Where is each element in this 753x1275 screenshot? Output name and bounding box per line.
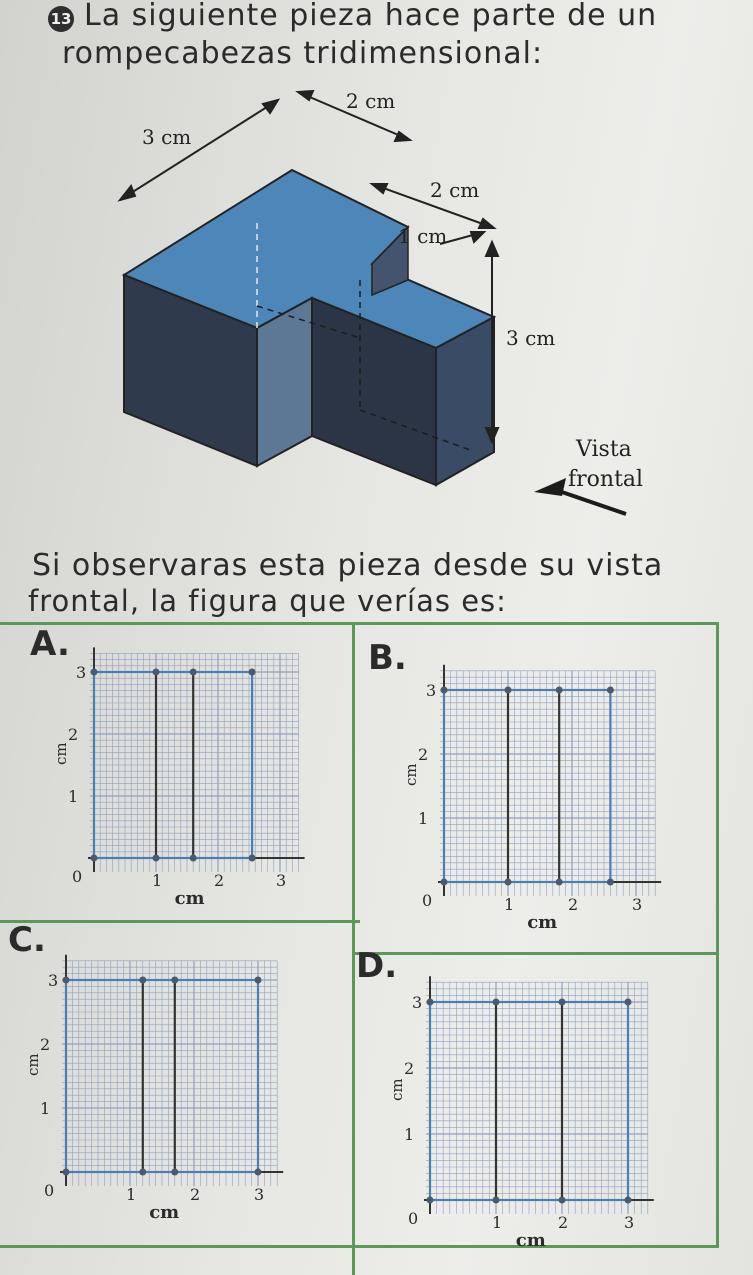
question-text-line-1: La siguiente pieza hace parte de un xyxy=(84,0,658,33)
vertex-point xyxy=(427,999,434,1006)
vertex-point xyxy=(556,687,563,694)
vertex-point xyxy=(63,977,70,984)
vertex-point xyxy=(505,687,512,694)
vertex-point xyxy=(607,879,614,886)
vertex-point xyxy=(556,879,563,886)
dim-label-notch-depth: 1 cm xyxy=(398,224,448,248)
puzzle-piece-faces xyxy=(124,170,494,485)
option-b-graph[interactable] xyxy=(394,660,674,940)
y-tick-label: 1 xyxy=(404,1125,415,1144)
vertex-point xyxy=(249,669,256,676)
option-d-label[interactable]: D. xyxy=(356,946,398,986)
vertex-point xyxy=(153,855,160,862)
vertex-point xyxy=(493,1197,500,1204)
vertex-point xyxy=(190,855,197,862)
x-tick-label: 2 xyxy=(558,1213,569,1232)
x-tick-label: 1 xyxy=(152,871,163,890)
option-b-label[interactable]: B. xyxy=(368,638,407,678)
dim-label-top-back: 2 cm xyxy=(346,89,396,113)
vertex-point xyxy=(255,1169,262,1176)
option-c-graph[interactable] xyxy=(24,950,298,1235)
y-tick-label: 2 xyxy=(404,1059,415,1078)
x-tick-label: 1 xyxy=(126,1185,137,1204)
y-unit-label: cm xyxy=(388,1078,406,1101)
question-text-line-2: rompecabezas tridimensional: xyxy=(62,36,544,71)
x-tick-label: 3 xyxy=(632,895,643,914)
y-tick-label: 3 xyxy=(76,663,87,682)
x-tick-label: 3 xyxy=(276,871,287,890)
dim-label-left: 3 cm xyxy=(142,125,192,149)
piece-notch-side-face xyxy=(257,298,312,466)
x-tick-label: 2 xyxy=(214,871,225,890)
x-tick-label: 0 xyxy=(408,1209,419,1228)
option-a-label[interactable]: A. xyxy=(30,624,70,664)
x-tick-label: 1 xyxy=(504,895,515,914)
y-unit-label: cm xyxy=(402,763,420,786)
vertex-point xyxy=(559,999,566,1006)
vertex-point xyxy=(625,999,632,1006)
vertex-point xyxy=(153,669,160,676)
grid-lines xyxy=(90,653,299,872)
dim-label-notch-width: 2 cm xyxy=(430,178,480,202)
x-tick-label: 0 xyxy=(72,867,83,886)
y-tick-label: 1 xyxy=(68,787,79,806)
x-unit-label: cm xyxy=(527,912,558,933)
options-horizontal-divider-right xyxy=(352,952,718,955)
grid-lines xyxy=(440,671,655,896)
x-tick-label: 3 xyxy=(254,1185,265,1204)
vertex-point xyxy=(505,879,512,886)
x-tick-label: 0 xyxy=(422,891,433,910)
option-c-label[interactable]: C. xyxy=(8,920,46,960)
vertex-point xyxy=(139,1169,146,1176)
y-tick-label: 2 xyxy=(68,725,79,744)
vertex-point xyxy=(427,1197,434,1204)
vertex-point xyxy=(139,977,146,984)
question-text-line-3: Si observaras esta pieza desde su vista xyxy=(32,548,664,583)
option-d-graph[interactable] xyxy=(386,970,666,1260)
vertex-point xyxy=(63,1169,70,1176)
x-tick-label: 3 xyxy=(624,1213,635,1232)
y-tick-label: 2 xyxy=(418,745,429,764)
vertex-point xyxy=(190,669,197,676)
view-label-line-2: frontal xyxy=(568,467,644,492)
question-number-badge: 13 xyxy=(48,6,74,32)
y-unit-label: cm xyxy=(24,1053,42,1076)
vertex-point xyxy=(255,977,262,984)
x-tick-label: 2 xyxy=(568,895,579,914)
option-a-graph[interactable] xyxy=(44,648,314,918)
vertex-point xyxy=(171,1169,178,1176)
question-text-line-4: frontal, la figura que verías es: xyxy=(28,584,507,618)
view-label-line-1: Vista xyxy=(576,437,632,462)
y-unit-label: cm xyxy=(52,742,70,765)
puzzle-piece-figure xyxy=(0,80,753,520)
vertex-point xyxy=(607,687,614,694)
grid-lines xyxy=(426,982,648,1214)
vertex-point xyxy=(91,669,98,676)
x-unit-label: cm xyxy=(515,1230,546,1251)
x-unit-label: cm xyxy=(174,888,205,909)
x-tick-label: 1 xyxy=(492,1213,503,1232)
y-tick-label: 3 xyxy=(48,971,59,990)
vertex-point xyxy=(493,999,500,1006)
options-horizontal-divider-left xyxy=(0,920,360,923)
y-tick-label: 2 xyxy=(40,1035,51,1054)
vertex-point xyxy=(559,1197,566,1204)
vertex-point xyxy=(441,879,448,886)
y-tick-label: 3 xyxy=(412,993,423,1012)
y-tick-label: 3 xyxy=(426,681,437,700)
y-tick-label: 1 xyxy=(40,1099,51,1118)
options-vertical-divider xyxy=(352,624,355,1275)
y-tick-label: 1 xyxy=(418,809,429,828)
vertex-point xyxy=(441,687,448,694)
dim-label-height: 3 cm xyxy=(506,326,556,350)
vertex-point xyxy=(171,977,178,984)
x-tick-label: 0 xyxy=(44,1181,55,1200)
vertex-point xyxy=(91,855,98,862)
vertex-point xyxy=(249,855,256,862)
x-unit-label: cm xyxy=(149,1202,180,1223)
x-tick-label: 2 xyxy=(190,1185,201,1204)
vertex-point xyxy=(625,1197,632,1204)
grid-lines xyxy=(62,961,277,1186)
